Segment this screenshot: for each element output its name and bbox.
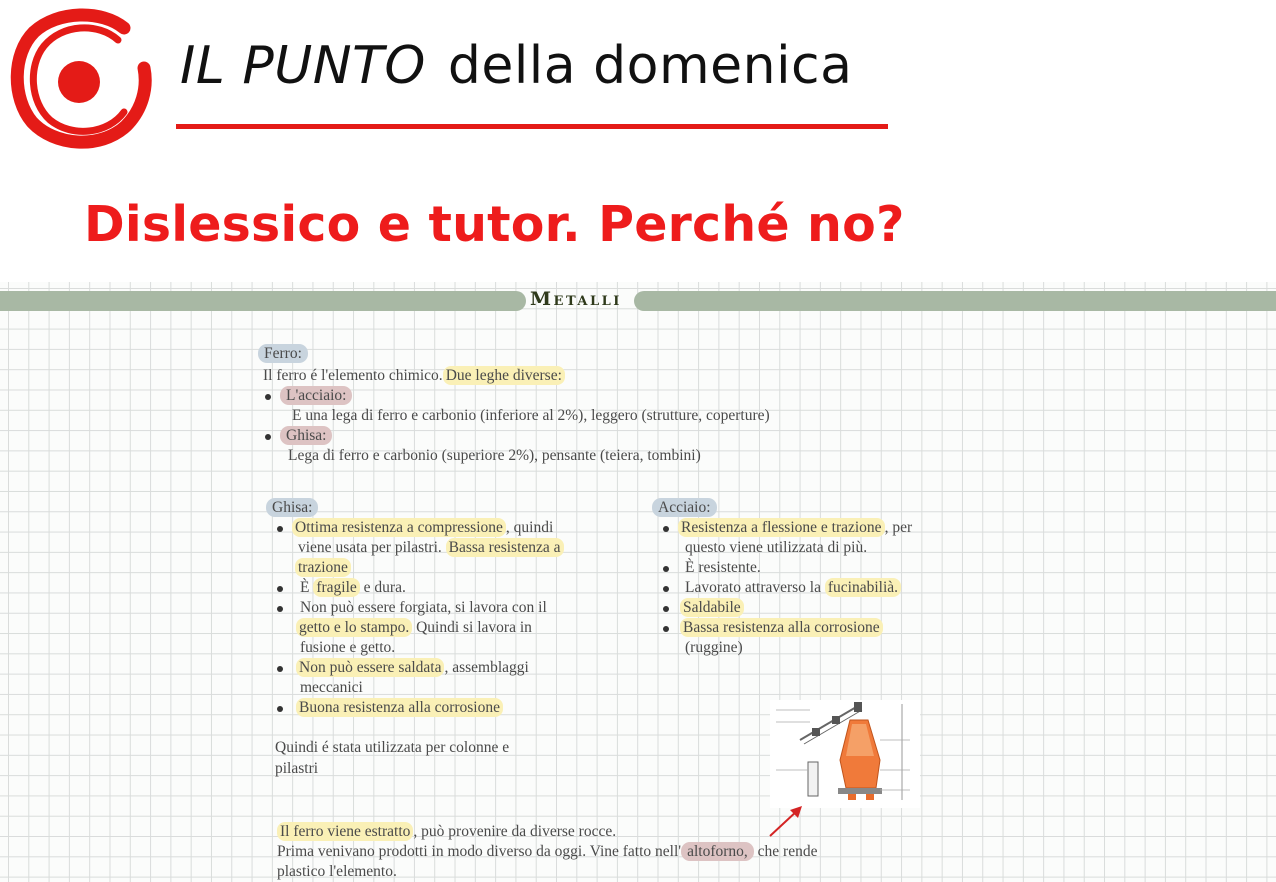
headline: Dislessico e tutor. Perché no? [84, 196, 905, 253]
ghisa-bullet-1-line2: viene usata per pilastri. Bassa resistenza a [298, 538, 564, 558]
bullet [265, 434, 271, 440]
acciaio-bullet-4: Saldabile [680, 598, 744, 618]
acciaio-bullet-2: È resistente. [685, 559, 761, 576]
ghisa-bullet-3: Non può essere forgiata, si lavora con il [300, 599, 547, 616]
bullet [277, 526, 283, 532]
bullet [663, 626, 669, 632]
ghisa-bullet-3-line2: getto e lo stampo. Quindi si lavora in [296, 618, 532, 638]
intro-line: Il ferro é l'elemento chimico. Due leghe diverse: [263, 366, 565, 386]
bullet [663, 526, 669, 532]
ghisa-bullet-4-line2: meccanici [300, 679, 363, 696]
blast-furnace-diagram-icon [770, 700, 920, 808]
ghisa-bullet-1: Ottima resistenza a compressione , quindi [292, 518, 553, 538]
acciaio-bullet-5: Bassa resistenza alla corrosione [680, 618, 883, 638]
section-title: Metalli [530, 288, 622, 310]
bullet [277, 706, 283, 712]
ferro-label: Ferro: [258, 344, 308, 364]
acciaio-item-label: L'acciaio: [280, 386, 352, 406]
brand-title [180, 36, 853, 96]
acciaio-bullet-3: Lavorato attraverso la fucinabilià. [685, 578, 901, 598]
notebook-page [0, 282, 1276, 882]
acciaio-label: Acciaio: [652, 498, 717, 518]
bullet [663, 586, 669, 592]
red-arrow-icon [766, 802, 806, 840]
ghisa-bullet-2: È fragile e dura. [300, 579, 406, 596]
acciaio-item-text: E una lega di ferro e carbonio (inferiore al 2%), leggero (strutture, coperture) [292, 407, 770, 424]
section-bar-left [0, 291, 526, 311]
acciaio-bullet-5-line2: (ruggine) [685, 639, 743, 656]
ghisa-item-text: Lega di ferro e carbonio (superiore 2%), pensante (teiera, tombini) [288, 447, 701, 464]
bullet [277, 666, 283, 672]
ghisa-bullet-1-line3: trazione [295, 558, 351, 578]
bullet [277, 606, 283, 612]
bullet [265, 394, 271, 400]
ghisa-conclusion-1: Quindi é stata utilizzata per colonne e [275, 739, 510, 756]
brand-underline [176, 124, 888, 129]
ghisa-bullet-3-line3: fusione e getto. [300, 639, 396, 656]
bullet [663, 566, 669, 572]
ghisa-item-label: Ghisa: [280, 426, 332, 446]
acciaio-bullet-1: Resistenza a flessione e trazione , per [678, 518, 912, 538]
ghisa-bullet-5: Buona resistenza alla corrosione [296, 698, 503, 718]
red-circle-swirl-icon [6, 6, 154, 154]
ghisa-conclusion-2: pilastri [275, 760, 319, 777]
section-bar-right [634, 291, 1276, 311]
acciaio-bullet-1-line2: questo viene utilizzata di più. [685, 539, 868, 556]
ghisa-label: Ghisa: [266, 498, 318, 518]
brand-bold: IL PUNTO [180, 36, 426, 96]
footer-line-3: plastico l'elemento. [277, 863, 397, 880]
ghisa-bullet-4: Non può essere saldata , assemblaggi [296, 658, 529, 678]
footer-line-1: Il ferro viene estratto , può provenire da diverse rocce. [277, 822, 616, 842]
bullet [277, 586, 283, 592]
brand-rest: della domenica [447, 36, 853, 96]
footer-line-2: Prima venivano prodotti in modo diverso da oggi. Vine fatto nell' altoforno, che rende [277, 843, 818, 860]
bullet [663, 606, 669, 612]
